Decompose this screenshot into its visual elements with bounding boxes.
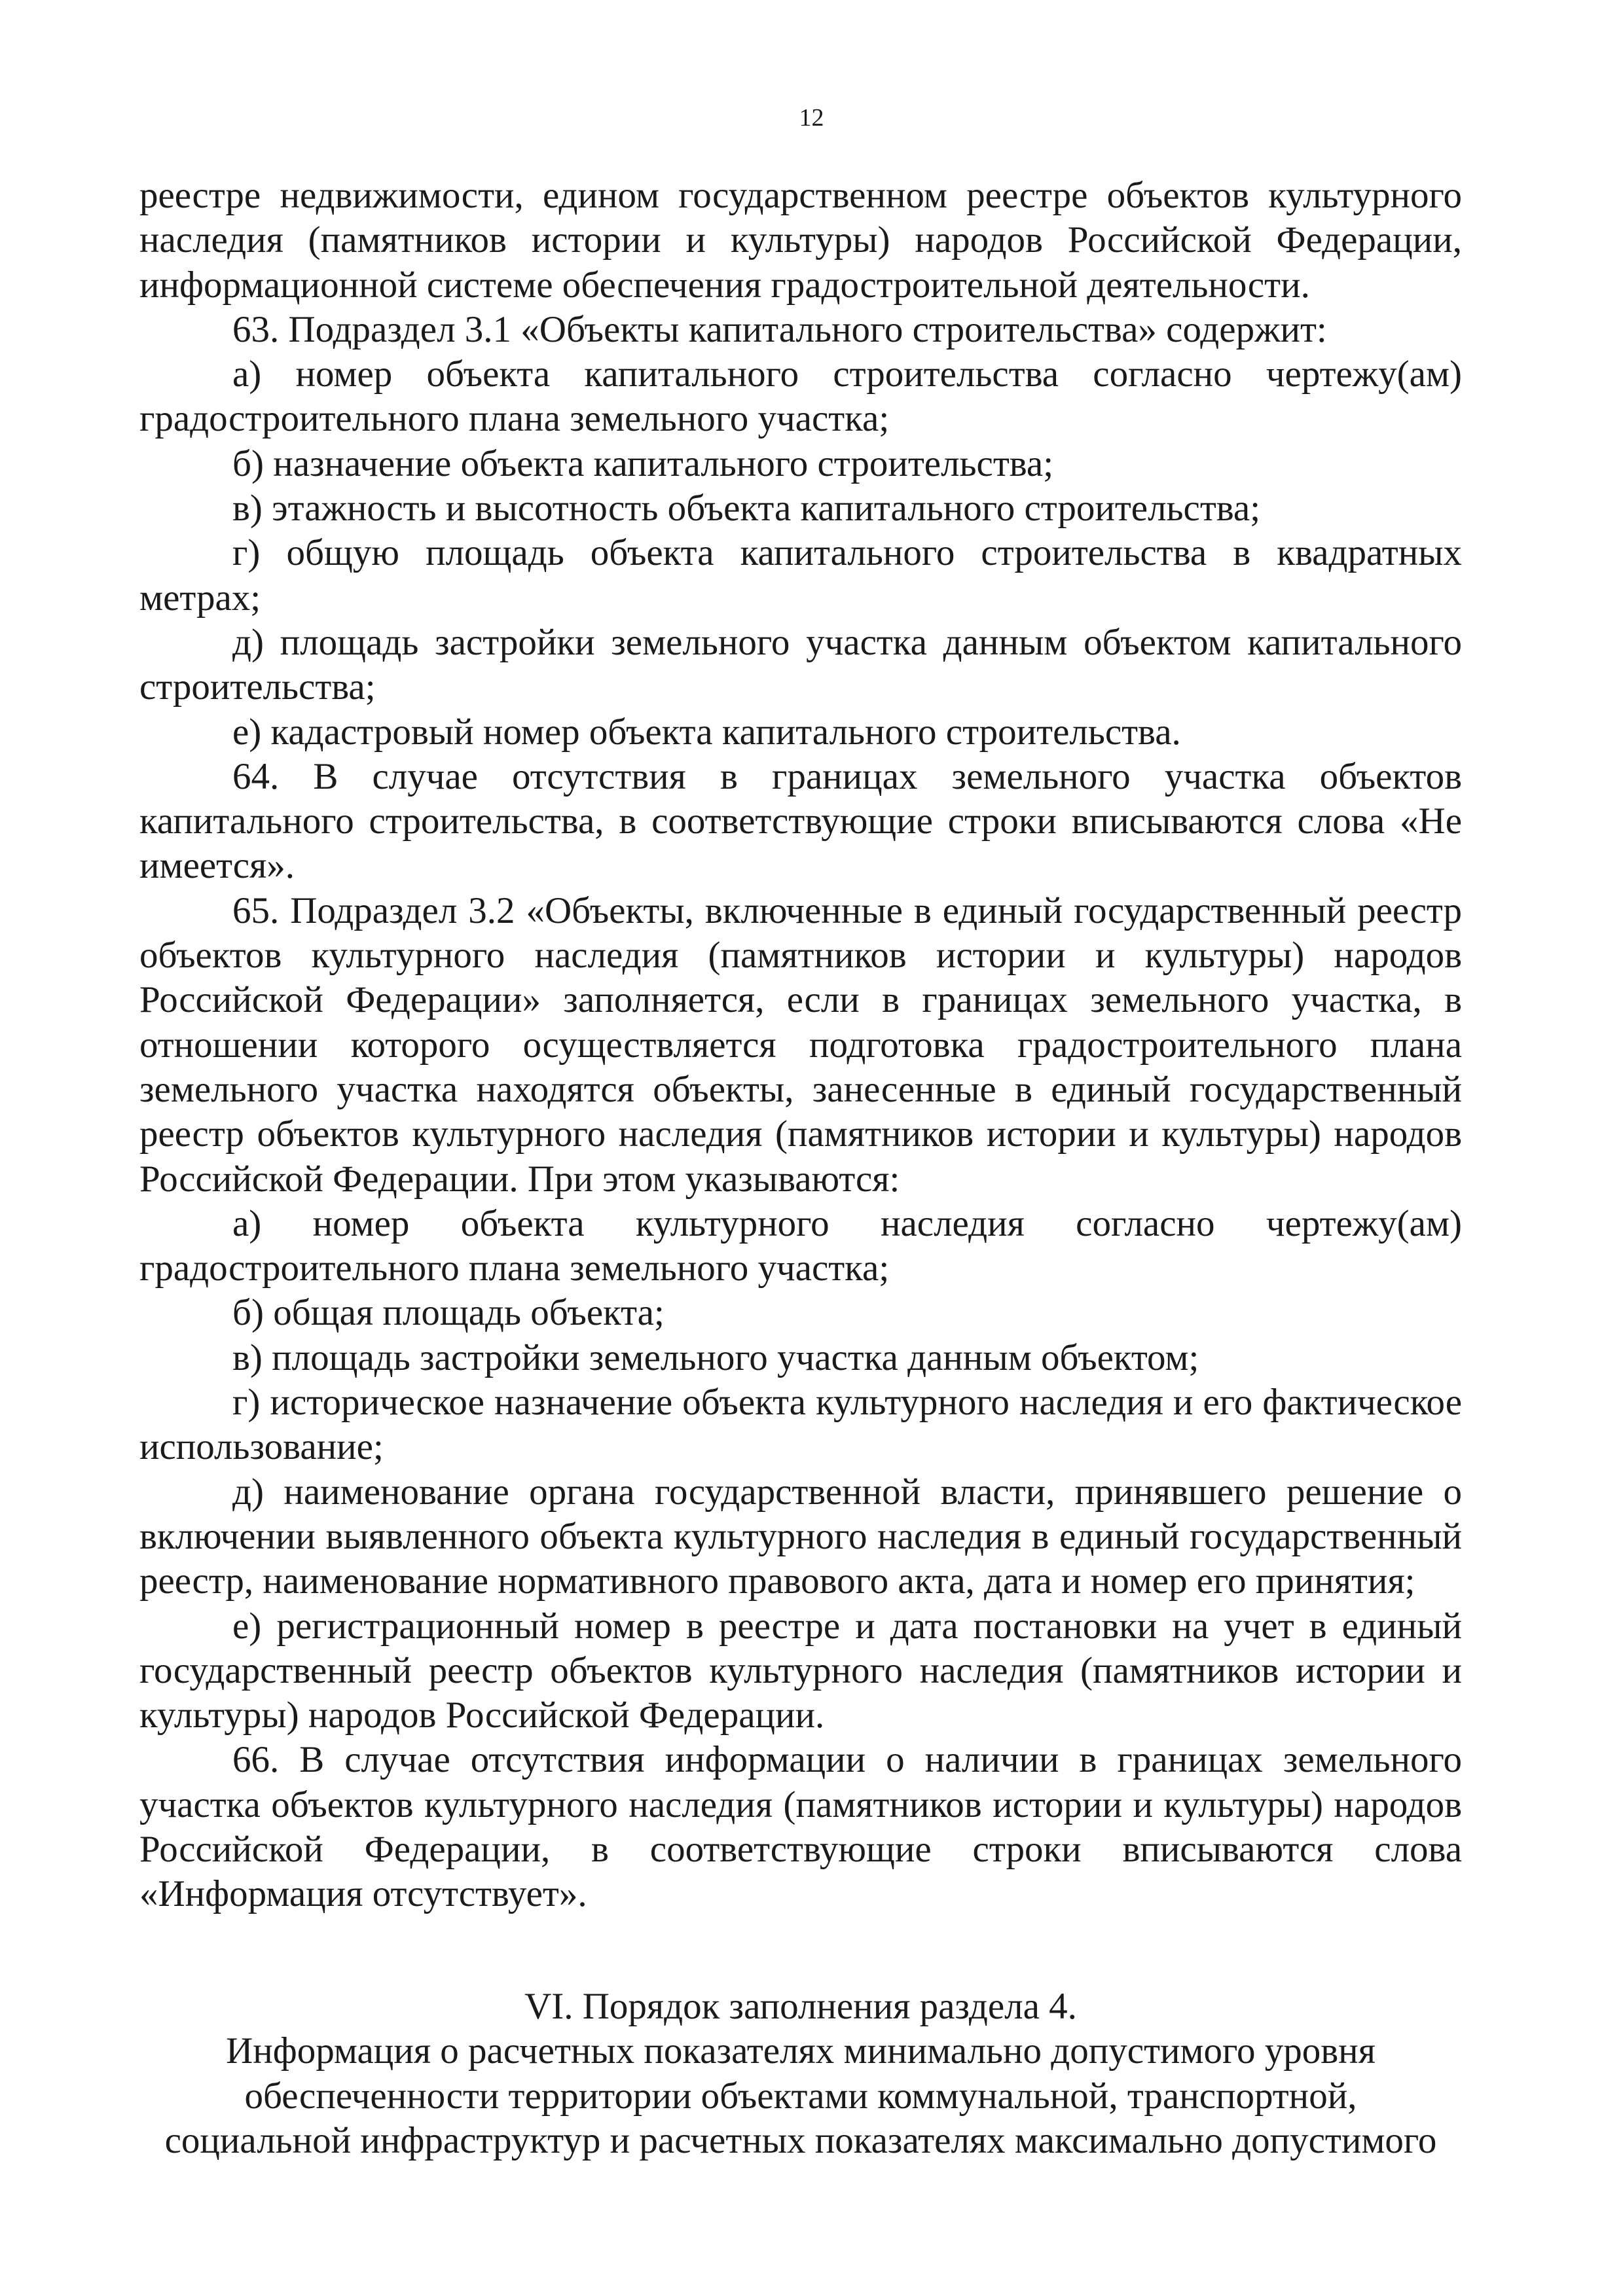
item-65-d: д) наименование органа государственной власти, принявшего решение о включении выявленного объекта культурного наследия в единый государственный реестр, наименование нормативного правового акта, дата и номер его принятия;	[139, 1471, 1462, 1602]
item-65-a: а) номер объекта культурного наследия согласно чертежу(ам) градостроительного плана земельного участка;	[139, 1202, 1462, 1289]
paragraph-65: 65. Подраздел 3.2 «Объекты, включенные в единый государственный реестр объектов культурного наследия (памятников истории и культуры) народов Российской Федерации» заполняется, если в границах земельного участка, в отношении которого осуществляется подготовка градостроительного плана земельного участка находятся объекты, занесенные в единый государственный реестр объектов культурного наследия (памятников истории и культуры) народов Российской Федерации. При этом указываются:	[139, 889, 1462, 1200]
item-63-v: в) этажность и высотность объекта капитального строительства;	[232, 488, 1261, 529]
item-65-g: г) историческое назначение объекта культурного наследия и его фактическое использование;	[139, 1382, 1462, 1468]
section-heading-subtitle-1: Информация о расчетных показателях минимально допустимого уровня	[226, 2030, 1376, 2072]
page-number: 12	[799, 104, 824, 132]
document-body	[139, 173, 1462, 1917]
item-65-e: е) регистрационный номер в реестре и дата постановки на учет в единый государственный реестр объектов культурного наследия (памятников истории и культуры) народов Российской Федерации.	[139, 1605, 1462, 1736]
paragraph-64: 64. В случае отсутствия в границах земельного участка объектов капитального строительства, в соответствующие строки вписываются слова «Не имеется».	[139, 755, 1462, 887]
section-heading-subtitle-3: социальной инфраструктур и расчетных показателях максимально допустимого	[164, 2119, 1437, 2161]
item-63-e: е) кадастровый номер объекта капитального строительства.	[232, 711, 1181, 753]
paragraph-continuation: реестре недвижимости, едином государственном реестре объектов культурного наследия (памятников истории и культуры) народов Российской Федерации, информационной системе обеспечения градостроительной деятельности.	[139, 175, 1462, 306]
paragraph-66: 66. В случае отсутствия информации о наличии в границах земельного участка объектов культурного наследия (памятников истории и культуры) народов Российской Федерации, в соответствующие строки вписываются слова «Информация отсутствует».	[139, 1739, 1462, 1915]
section-heading	[139, 1984, 1462, 2163]
item-63-b: б) назначение объекта капитального строительства;	[232, 442, 1054, 484]
item-63-g: г) общую площадь объекта капитального строительства в квадратных метрах;	[139, 532, 1462, 619]
item-63-d: д) площадь застройки земельного участка данным объектом капитального строительства;	[139, 621, 1462, 708]
section-heading-title: VI. Порядок заполнения раздела 4.	[524, 1986, 1077, 2027]
paragraph-63: 63. Подраздел 3.1 «Объекты капитального строительства» содержит:	[232, 308, 1327, 350]
item-65-b: б) общая площадь объекта;	[232, 1292, 665, 1334]
item-65-v: в) площадь застройки земельного участка данным объектом;	[232, 1336, 1199, 1378]
section-heading-subtitle-2: обеспеченности территории объектами коммунальной, транспортной,	[244, 2075, 1357, 2117]
item-63-a: а) номер объекта капитального строительства согласно чертежу(ам) градостроительного плана земельного участка;	[139, 353, 1462, 440]
